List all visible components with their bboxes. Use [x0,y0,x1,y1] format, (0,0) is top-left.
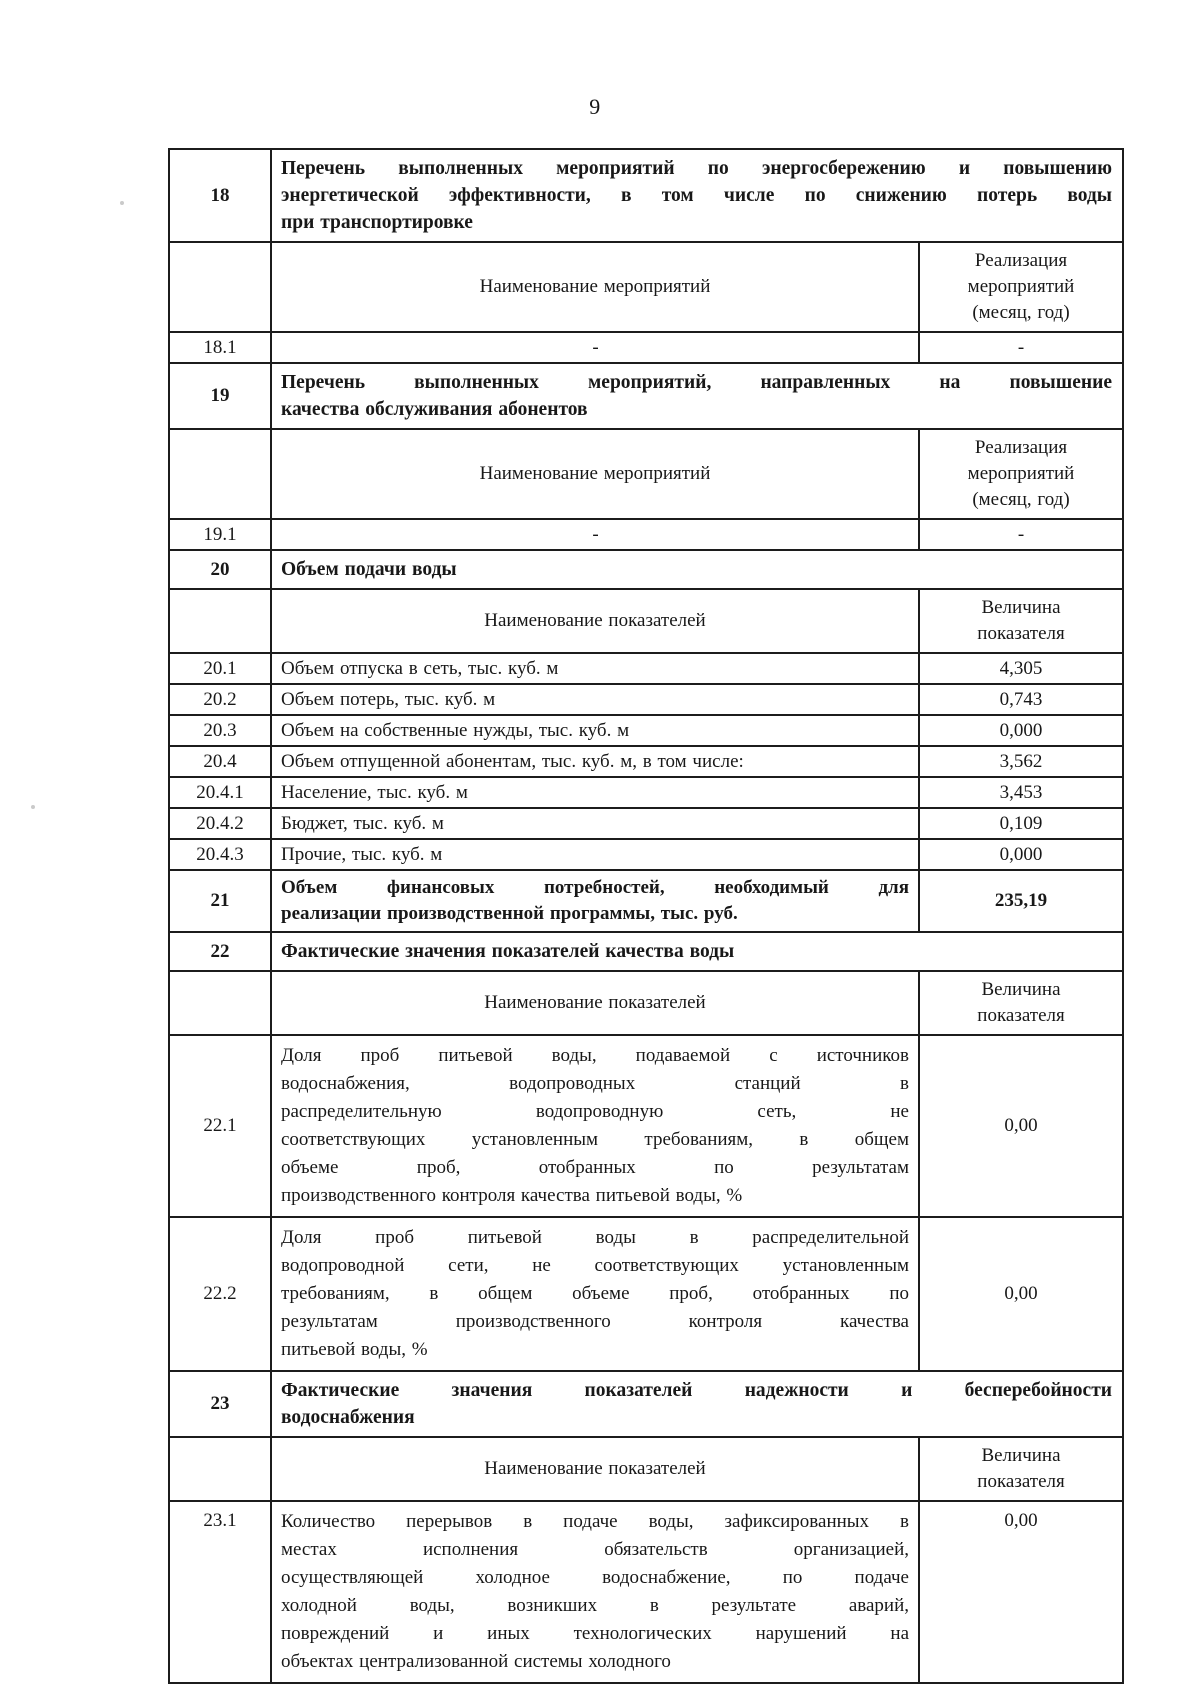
text-line: Величина [981,1445,1061,1466]
header-name-cell: Наименование мероприятий [271,429,919,519]
text-line: качества обслуживания абонентов [281,399,588,420]
page-number: 9 [589,94,601,119]
text-line: Доля проб питьевой воды в распределительной [281,1227,909,1248]
row-number-cell: 20.1 [169,653,271,684]
row-text-cell [271,870,919,932]
text-line: соответствующих установленным требованиям, в общем [281,1129,909,1150]
table-row [169,1035,1123,1217]
table-row [169,777,1123,808]
row-number-cell: 22.1 [169,1035,271,1217]
table-row [169,870,1123,932]
text-line: повреждений и иных технологических нарушений на [281,1623,909,1644]
row-number-cell [169,429,271,519]
text-line: Перечень выполненных мероприятий, направленных на повышение [281,372,1113,393]
row-value-cell: 4,305 [919,653,1123,684]
row-value-cell: 0,000 [919,715,1123,746]
text-line: холодной воды, возникших в результате аварий, [281,1595,909,1616]
production-program-table [168,148,1124,1684]
text-line: Реализация [974,250,1068,271]
table-row [169,715,1123,746]
table-row [169,971,1123,1035]
text-line: Объем финансовых потребностей, необходимый для [281,877,909,898]
text-line: Перечень выполненных мероприятий по энергосбережению и повышению [281,158,1113,179]
row-text-cell: - [271,332,919,363]
header-value-cell [919,242,1123,332]
text-line: (месяц, год) [972,302,1070,323]
text-line: водоснабжения, водопроводных станций в [281,1073,909,1094]
table-row [169,589,1123,653]
text-line: требованиям, в общем объеме проб, отобранных по [281,1283,909,1304]
row-number-cell: 18.1 [169,332,271,363]
text-line: Доля проб питьевой воды, подаваемой с источников [281,1045,909,1066]
row-number-cell: 22.2 [169,1217,271,1371]
row-number-cell: 23.1 [169,1501,271,1683]
table-row [169,429,1123,519]
text-line: Объем подачи воды [281,559,457,580]
text-line: объектах централизованной системы холодного [281,1651,671,1672]
table-row [169,332,1123,363]
text-line: распределительную водопроводную сеть, не [281,1101,909,1122]
row-number-cell: 19.1 [169,519,271,550]
row-number-cell: 23 [169,1371,271,1437]
row-text-cell [271,1217,919,1371]
text-line: Фактические значения показателей качества воды [281,941,735,962]
table-row [169,1501,1123,1683]
row-number-cell: 20.3 [169,715,271,746]
row-number-cell: 20 [169,550,271,589]
row-number-cell: 21 [169,870,271,932]
row-value-cell: 0,00 [919,1217,1123,1371]
text-line: осуществляющей холодное водоснабжение, по подаче [281,1567,909,1588]
row-number-cell: 20.4.3 [169,839,271,870]
row-value-cell: 3,562 [919,746,1123,777]
section-title-cell [271,550,1123,589]
row-number-cell: 20.4.2 [169,808,271,839]
header-name-cell: Наименование мероприятий [271,242,919,332]
row-value-cell: 0,000 [919,839,1123,870]
row-value-cell: 235,19 [919,870,1123,932]
row-value-cell: - [919,519,1123,550]
table-row [169,839,1123,870]
row-text-cell: Объем отпуска в сеть, тыс. куб. м [271,653,919,684]
text-line: Фактические значения показателей надежности и бесперебойности [281,1380,1113,1401]
row-number-cell: 20.4 [169,746,271,777]
text-line: Величина [981,597,1061,618]
section-title-cell [271,1371,1123,1437]
row-text-cell: Прочие, тыс. куб. м [271,839,919,870]
text-line: при транспортировке [281,212,473,233]
table-row [169,242,1123,332]
text-line: показателя [977,1005,1065,1026]
table-row [169,1437,1123,1501]
table-row [169,149,1123,242]
text-line: водопроводной сети, не соответствующих установленным [281,1255,909,1276]
scan-speck [31,805,35,809]
scan-speck [120,201,124,205]
header-value-cell [919,1437,1123,1501]
header-value-cell [919,589,1123,653]
table-row [169,746,1123,777]
row-value-cell: - [919,332,1123,363]
text-line: энергетической эффективности, в том числе по снижению потерь воды [281,185,1113,206]
header-value-cell [919,429,1123,519]
row-text-cell: - [271,519,919,550]
row-number-cell [169,1437,271,1501]
row-value-cell: 3,453 [919,777,1123,808]
row-number-cell [169,242,271,332]
text-line: реализации производственной программы, тыс. руб. [281,903,738,924]
header-name-cell: Наименование показателей [271,1437,919,1501]
section-title-cell [271,932,1123,971]
table-row [169,1371,1123,1437]
text-line: Реализация [974,437,1068,458]
table-row [169,932,1123,971]
header-name-cell: Наименование показателей [271,971,919,1035]
text-line: водоснабжения [281,1407,415,1428]
table-row [169,363,1123,429]
row-text-cell: Объем на собственные нужды, тыс. куб. м [271,715,919,746]
row-text-cell [271,1501,919,1683]
row-text-cell: Объем потерь, тыс. куб. м [271,684,919,715]
row-number-cell [169,971,271,1035]
row-value-cell: 0,00 [919,1035,1123,1217]
table-row [169,684,1123,715]
row-text-cell: Бюджет, тыс. куб. м [271,808,919,839]
text-line: местах исполнения обязательств организацией, [281,1539,909,1560]
text-line: показателя [977,623,1065,644]
table-row [169,808,1123,839]
table-row [169,550,1123,589]
row-number-cell [169,589,271,653]
header-name-cell: Наименование показателей [271,589,919,653]
row-value-cell: 0,743 [919,684,1123,715]
row-number-cell: 18 [169,149,271,242]
text-line: (месяц, год) [972,489,1070,510]
section-title-cell [271,149,1123,242]
row-number-cell: 20.2 [169,684,271,715]
row-number-cell: 19 [169,363,271,429]
text-line: Величина [981,979,1061,1000]
text-line: мероприятий [967,463,1075,484]
header-value-cell [919,971,1123,1035]
table-row [169,1217,1123,1371]
row-value-cell: 0,109 [919,808,1123,839]
text-line: объеме проб, отобранных по результатам [281,1157,909,1178]
section-title-cell [271,363,1123,429]
text-line: производственного контроля качества питьевой воды, % [281,1185,743,1206]
row-text-cell: Население, тыс. куб. м [271,777,919,808]
row-text-cell: Объем отпущенной абонентам, тыс. куб. м, в том числе: [271,746,919,777]
row-number-cell: 22 [169,932,271,971]
table-row [169,519,1123,550]
text-line: результатам производственного контроля качества [281,1311,909,1332]
row-value-cell: 0,00 [919,1501,1123,1683]
program-table-body [169,149,1123,1683]
text-line: мероприятий [967,276,1075,297]
text-line: Количество перерывов в подаче воды, зафиксированных в [281,1511,909,1532]
text-line: показателя [977,1471,1065,1492]
row-number-cell: 20.4.1 [169,777,271,808]
table-row [169,653,1123,684]
row-text-cell [271,1035,919,1217]
text-line: питьевой воды, % [281,1339,428,1360]
